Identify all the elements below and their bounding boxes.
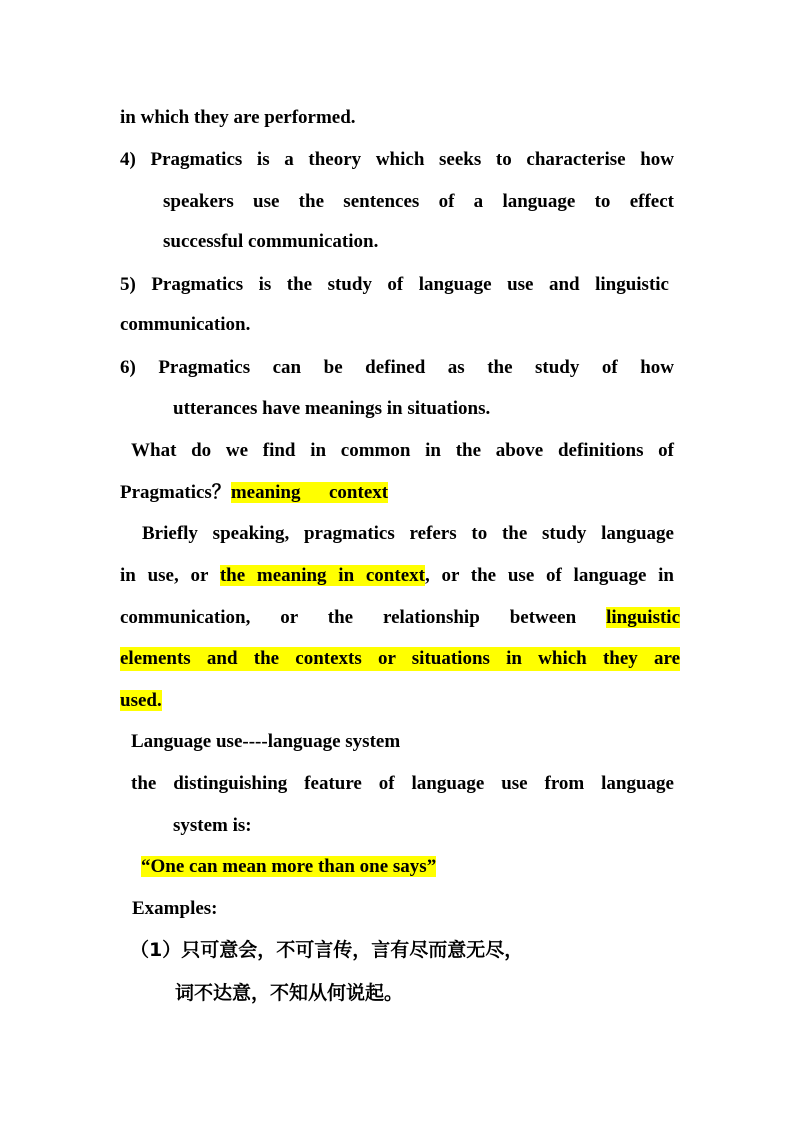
quote-line [141,855,674,879]
question-text: Pragmatics？ [120,482,231,503]
example-line-1: （1）只可意会，不可言传，言有尽而意无尽， [130,939,524,961]
highlighted-phrase: linguistic [606,607,680,628]
list-item-6-continuation: utterances have meanings in situations. [173,398,491,419]
paragraph-line: system is: [173,815,252,836]
highlighted-paragraph-line [120,689,674,713]
paragraph-line: Briefly speaking, pragmatics refers to the study language [142,523,674,544]
paragraph-line [120,606,680,630]
paragraph-text: , or the use of language in [424,565,674,586]
question-line: What do we find in common in the above definitions of [131,440,674,461]
highlighted-answer: meaning context [230,482,389,503]
paragraph-line [120,564,674,588]
list-item-4-continuation: speakers use the sentences of a language to effect [163,191,674,212]
list-item-4: 4) Pragmatics is a theory which seeks to characterise how [120,149,674,170]
paragraph-text: in use, or [120,565,220,586]
list-item-6: 6) Pragmatics can be defined as the study of how [120,357,674,378]
paragraph-text: communication, or the relationship between [120,607,607,628]
list-item-4-continuation: successful communication. [163,231,379,252]
highlighted-phrase: used. [120,690,162,711]
question-line-continuation [120,481,674,505]
paragraph-line: the distinguishing feature of language use from language [131,773,674,794]
list-item-5-continuation: communication. [120,314,251,335]
highlighted-quote: “One can mean more than one says” [141,856,437,877]
text-line: in which they are performed. [120,107,356,128]
example-line-1-continuation: 词不达意，不知从何说起。 [175,982,404,1004]
heading-line: Language use----language system [131,731,401,752]
highlighted-paragraph-line: elements and the contexts or situations in which they are [120,648,680,669]
highlighted-phrase: the meaning in context [219,565,425,586]
examples-heading: Examples: [132,898,218,919]
list-item-5: 5) Pragmatics is the study of language use and linguistic [120,274,669,295]
